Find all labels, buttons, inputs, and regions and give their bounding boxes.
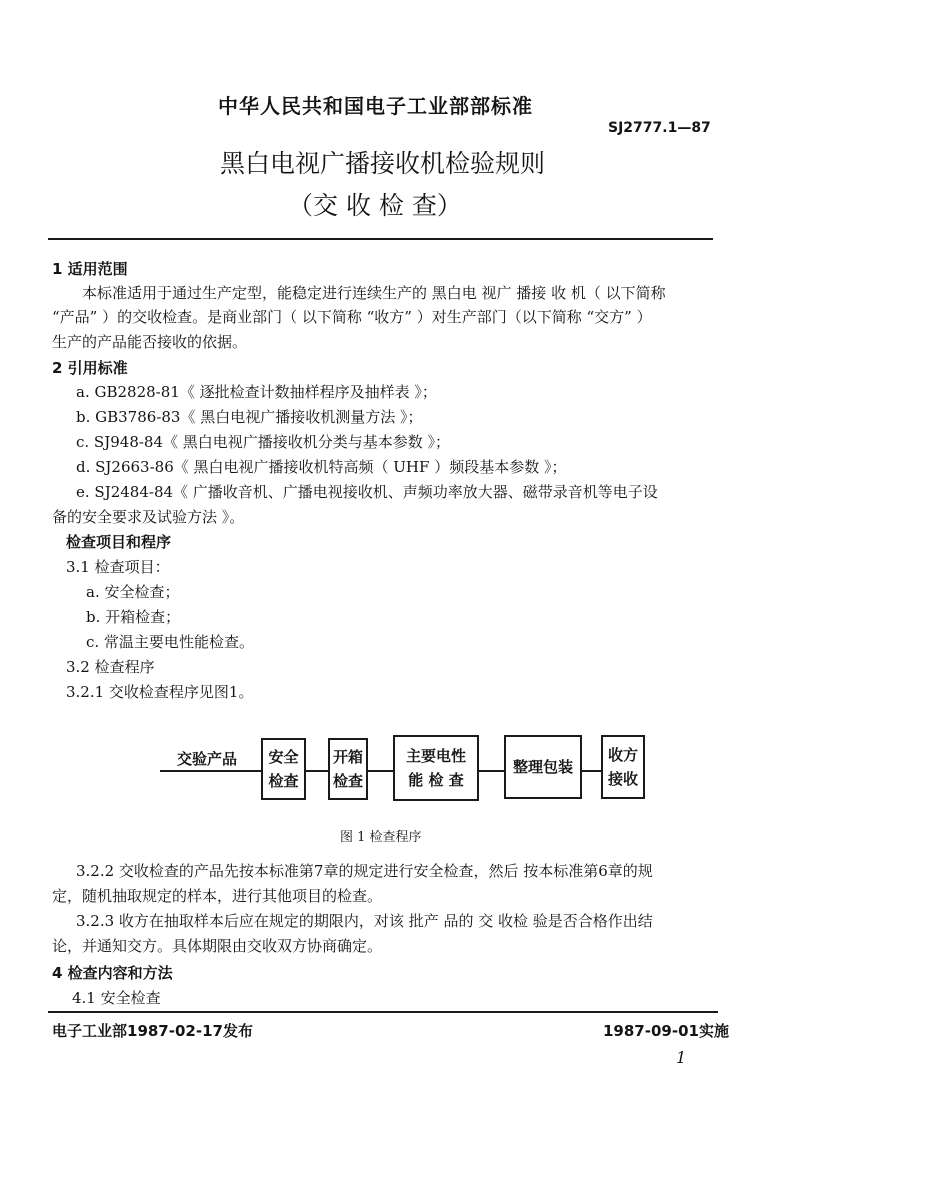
reference-item: d. SJ2663-86《 黑白电视广播接收机特高频（ UHF ）频段基本参数 》； bbox=[76, 458, 567, 476]
flow-step-label: 安全 bbox=[268, 748, 299, 766]
section-2-heading: 2 引用标准 bbox=[52, 359, 128, 377]
subsection-3-2-3: 3.2.3 收方在抽取样本后应在规定的期限内，对该 批产 品的 交 收检 验是否合格作出结 bbox=[76, 912, 653, 930]
flow-step-label: 整理包装 bbox=[512, 758, 573, 776]
subsection-3-2-2: 3.2.2 交收检查的产品先按本标准第7章的规定进行安全检查，然后 按本标准第6章的规 bbox=[76, 862, 653, 880]
section-3-heading: 检查项目和程序 bbox=[66, 533, 172, 551]
ministry-standard-heading: 中华人民共和国电子工业部部标准 bbox=[218, 94, 533, 118]
flow-arrow bbox=[160, 770, 262, 772]
flow-step-label: 收方 bbox=[607, 746, 638, 764]
reference-item-continued: 备的安全要求及试验方法 》。 bbox=[52, 508, 245, 526]
document-title: 黑白电视广播接收机检验规则 bbox=[220, 149, 546, 178]
inspection-item: b. 开箱检查； bbox=[86, 608, 181, 626]
footer-rule bbox=[48, 1011, 718, 1013]
flow-step-label: 检查 bbox=[268, 772, 299, 790]
flow-step-electrical-check bbox=[393, 735, 479, 801]
flow-arrow bbox=[306, 770, 329, 772]
flow-step-label: 检查 bbox=[332, 772, 363, 790]
inspection-item: c. 常温主要电性能检查。 bbox=[86, 633, 254, 651]
flow-step-label: 能 检 查 bbox=[408, 771, 464, 789]
reference-item: c. SJ948-84《 黑白电视广播接收机分类与基本参数 》； bbox=[76, 433, 451, 451]
flow-step-label: 主要电性 bbox=[405, 747, 466, 765]
subsection-4-1: 4.1 安全检查 bbox=[72, 989, 161, 1007]
section-1-heading: 1 适用范围 bbox=[52, 260, 128, 278]
section-1-text: “产品” ）的交收检查。是商业部门（ 以下简称 “收方” ）对生产部门（以下简称 “交方” ） bbox=[52, 308, 652, 326]
flow-step-label: 开箱 bbox=[332, 748, 363, 766]
issue-date: 电子工业部1987-02-17发布 bbox=[52, 1022, 253, 1040]
inspection-item: a. 安全检查； bbox=[86, 583, 180, 601]
subsection-3-2: 3.2 检查程序 bbox=[66, 658, 155, 676]
flow-step-receiver-accept bbox=[601, 735, 645, 799]
figure-caption: 图 1 检查程序 bbox=[340, 830, 422, 845]
standard-code: SJ2777.1—87 bbox=[608, 120, 711, 136]
flow-step-unboxing-check bbox=[328, 738, 368, 800]
flow-arrow bbox=[368, 770, 394, 772]
page-number: 1 bbox=[676, 1048, 687, 1067]
flow-step-label: 接收 bbox=[607, 770, 638, 788]
flowchart-input-label: 交验产品 bbox=[177, 750, 238, 768]
subsection-3-2-1: 3.2.1 交收检查程序见图1。 bbox=[66, 683, 254, 701]
subsection-3-1: 3.1 检查项目： bbox=[66, 558, 170, 576]
reference-item: e. SJ2484-84《 广播收音机、广播电视接收机、声频功率放大器、磁带录音机等电子设 bbox=[76, 483, 658, 501]
flow-step-packing bbox=[504, 735, 582, 799]
section-1-text: 生产的产品能否接收的依据。 bbox=[52, 333, 248, 351]
subsection-3-2-2-cont: 定，随机抽取规定的样本，进行其他项目的检查。 bbox=[52, 887, 383, 905]
subsection-3-2-3-cont: 论，并通知交方。具体期限由交收双方协商确定。 bbox=[52, 937, 383, 955]
reference-item: a. GB2828-81《 逐批检查计数抽样程序及抽样表 》； bbox=[76, 383, 437, 401]
header-rule bbox=[48, 238, 713, 240]
flow-arrow bbox=[582, 770, 602, 772]
section-1-text: 本标准适用于通过生产定型，能稳定进行连续生产的 黑白电 视广 播接 收 机（ 以下简称 bbox=[82, 284, 666, 302]
document-subtitle: （交 收 检 查） bbox=[288, 191, 462, 220]
reference-item: b. GB3786-83《 黑白电视广播接收机测量方法 》； bbox=[76, 408, 423, 426]
flow-arrow bbox=[479, 770, 505, 772]
effective-date: 1987-09-01实施 bbox=[603, 1022, 729, 1040]
section-4-heading: 4 检查内容和方法 bbox=[52, 964, 173, 982]
flow-step-safety-check bbox=[261, 738, 306, 800]
